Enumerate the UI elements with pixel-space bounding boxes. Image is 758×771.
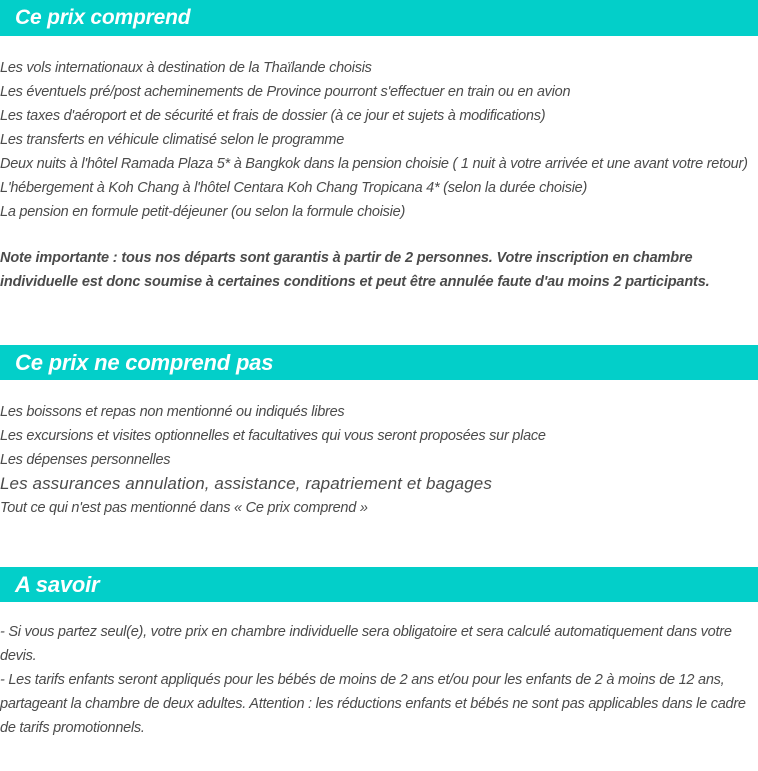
important-note: Note importante : tous nos départs sont garantis à partir de 2 personnes. Votre inscription en chambre individuelle est donc soumise à certaines conditions et peut être annulée faute d'au moins 2 participants.: [0, 250, 710, 290]
section-ce-prix-comprend: [0, 0, 758, 294]
section-title-ce-prix-ne-comprend-pas: Ce prix ne comprend pas: [0, 345, 758, 380]
note-paragraph: - Les tarifs enfants seront appliqués pour les bébés de moins de 2 ans et/ou pour les enfants de 2 à moins de 12 ans, partageant la chambre de deux adultes. Attention : les réductions enfants et bébés ne sont pas applicables dans le cadre de tarifs promotionnels.: [0, 672, 746, 736]
list-item: Deux nuits à l'hôtel Ramada Plaza 5* à Bangkok dans la pension choisie ( 1 nuit à votre arrivée et une avant votre retour): [0, 156, 748, 172]
section-body-ce-prix-comprend: [0, 36, 758, 294]
list-item: Tout ce qui n'est pas mentionné dans « Ce prix comprend »: [0, 500, 368, 516]
spacer: [0, 602, 758, 620]
section-gap: [0, 520, 758, 567]
spacer: [0, 224, 758, 246]
list-item: Les taxes d'aéroport et de sécurité et frais de dossier (à ce jour et sujets à modifications): [0, 108, 546, 124]
list-item: Les transferts en véhicule climatisé selon le programme: [0, 132, 345, 148]
list-item: La pension en formule petit-déjeuner (ou selon la formule choisie): [0, 204, 406, 220]
section-body-ce-prix-ne-comprend-pas: [0, 380, 758, 520]
note-paragraph: - Si vous partez seul(e), votre prix en chambre individuelle sera obligatoire et sera calculé automatiquement dans votre devis.: [0, 624, 732, 664]
section-gap: [0, 294, 758, 345]
list-item: Les excursions et visites optionnelles et facultatives qui vous seront proposées sur place: [0, 428, 546, 444]
list-item: L'hébergement à Koh Chang à l'hôtel Centara Koh Chang Tropicana 4* (selon la durée choisie): [0, 180, 588, 196]
section-ce-prix-ne-comprend-pas: [0, 345, 758, 520]
section-a-savoir: [0, 567, 758, 758]
section-body-a-savoir: [0, 602, 758, 758]
list-item: Les éventuels pré/post acheminements de Province pourront s'effectuer en train ou en avion: [0, 84, 571, 100]
section-title-a-savoir: A savoir: [0, 567, 758, 602]
spacer: [0, 380, 758, 400]
spacer: [0, 740, 758, 758]
list-item: Les dépenses personnelles: [0, 452, 171, 468]
list-item: Les boissons et repas non mentionné ou indiqués libres: [0, 404, 345, 420]
spacer: [0, 36, 758, 56]
list-item: Les vols internationaux à destination de la Thaïlande choisis: [0, 60, 372, 76]
list-item-insurance: Les assurances annulation, assistance, rapatriement et bagages: [0, 474, 492, 493]
section-title-ce-prix-comprend: Ce prix comprend: [0, 0, 758, 36]
